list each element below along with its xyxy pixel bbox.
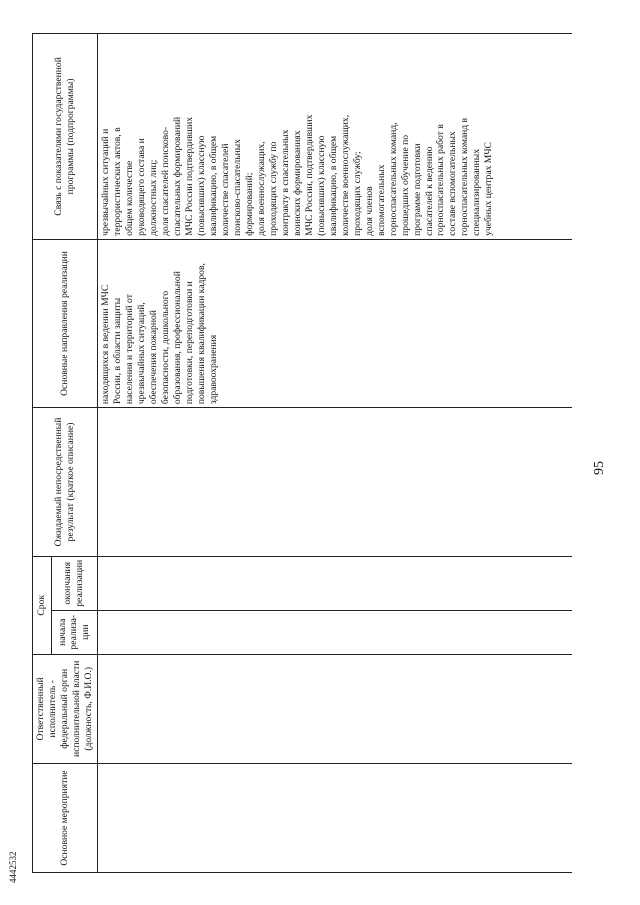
cell-term-end (97, 556, 572, 610)
header-directions: Основные направления реализации (33, 239, 98, 407)
cell-link: чрезвычайных ситуаций и террористических актов, в общем количестве руководящего состава и должностных лиц; доля спасателей поисково- спасательных формирований МЧС России подтвердивших (повысивших) классную квалификацию, в общем количестве спасателей поисково-спасательных формирований; доля военнослужащих, проходящих службу по контракту в спасательных воинских формированиях МЧС России, подтвердивших (повысивших) классную квалификацию, в общем количестве военнослужащих, проходящих службу; доля членов вспомогательных горноспасательных команд, прошедших обучение по программе подготовки спасателей к ведению горноспасательных работ в составе вспомогательных горноспасательных команд в специализированных учебных центрах МЧС (97, 34, 572, 240)
header-term-start: начала реализа-ции (52, 610, 98, 654)
cell-expected-result (97, 408, 572, 557)
header-link: Связь с показателями государственной программы (подпрограммы) (33, 34, 98, 240)
cell-directions: находящихся в ведении МЧС России, в области защиты населения и территорий от чрезвычайных ситуаций, обеспечения пожарной безопасности, дошкольного образования, профессиональной подготовки, переподготовки и повышения квалификации кадров, здравоохранения (97, 239, 572, 407)
page-number: 95 (592, 461, 607, 475)
document-id: 4442532 (8, 851, 18, 883)
header-term: Срок (33, 556, 52, 654)
header-expected-result: Ожидаемый непосредственный результат (краткое описание) (33, 408, 98, 557)
measures-table (32, 33, 572, 873)
cell-event (97, 763, 572, 872)
table-row (97, 34, 572, 873)
header-responsible: Ответственный исполнитель - федеральный орган исполнительной власти (должность, Ф.И.О.) (33, 654, 98, 763)
header-row (33, 34, 52, 873)
cell-term-start (97, 610, 572, 654)
header-term-end: окончания реализации (52, 556, 98, 610)
header-event: Основное мероприятие (33, 763, 98, 872)
cell-responsible (97, 654, 572, 763)
